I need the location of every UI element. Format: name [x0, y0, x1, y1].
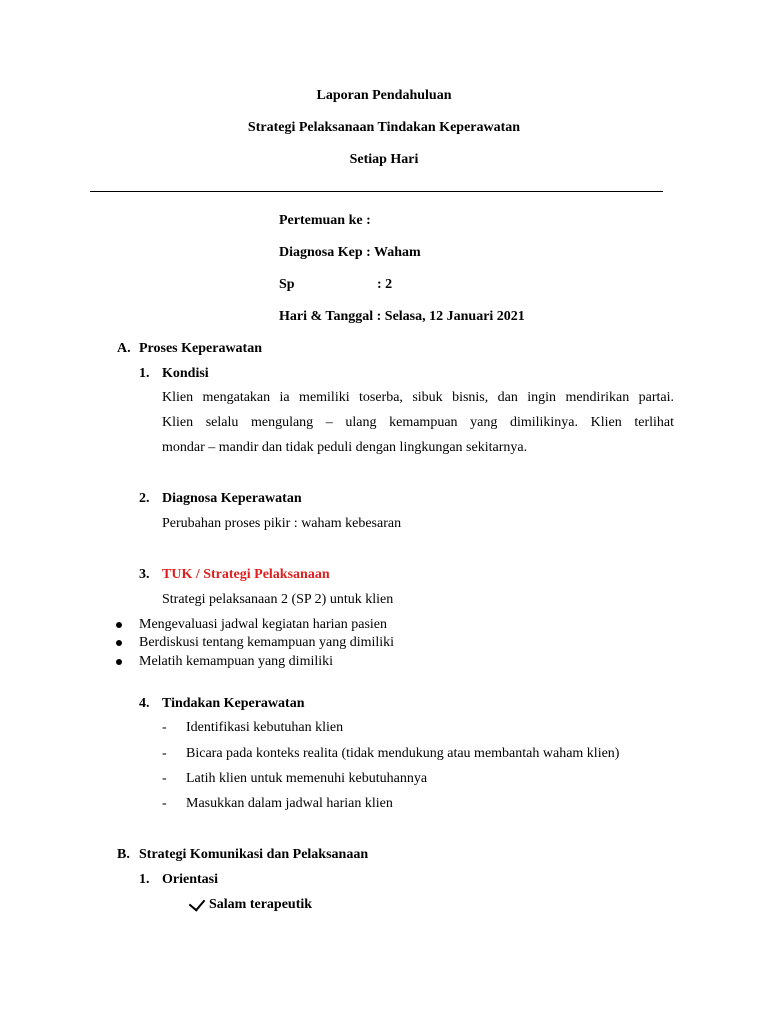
section-b-title: Strategi Komunikasi dan Pelaksanaan	[139, 847, 369, 862]
bullet-dot-icon	[116, 640, 122, 646]
sp-label: Sp	[279, 277, 295, 292]
diagnosis-info: Diagnosa Kep : Waham	[279, 245, 421, 260]
tindakan-title: Tindakan Keperawatan	[162, 696, 305, 711]
diagnosa-number: 2.	[139, 491, 150, 506]
bullet-dot-icon	[116, 659, 122, 665]
tuk-text: Strategi pelaksanaan 2 (SP 2) untuk klien	[162, 592, 394, 607]
list-item: Bicara pada konteks realita (tidak mendukung atau membantah waham klien)	[186, 746, 620, 761]
doc-title: Laporan Pendahuluan	[316, 88, 452, 103]
doc-subtitle-2: Setiap Hari	[349, 152, 419, 167]
dash-marker: -	[162, 720, 167, 735]
list-item: Melatih kemampuan yang dimiliki	[139, 654, 334, 669]
list-item: Latih klien untuk memenuhi kebutuhannya	[186, 771, 428, 786]
section-a-title: Proses Keperawatan	[139, 341, 262, 356]
diagnosa-text: Perubahan proses pikir : waham kebesaran	[162, 516, 402, 531]
list-item: Masukkan dalam jadwal harian klien	[186, 796, 393, 811]
section-a-letter: A.	[117, 341, 131, 356]
tuk-title: TUK / Strategi Pelaksanaan	[162, 567, 330, 582]
dash-marker: -	[162, 771, 167, 786]
list-item: Mengevaluasi jadwal kegiatan harian pasien	[139, 617, 388, 632]
orientasi-number: 1.	[139, 872, 150, 887]
kondisi-line-2: Klien selalu mengulang – ulang kemampuan yang dimilikinya. Klien terlihat	[162, 415, 674, 430]
bullet-dot-icon	[116, 622, 122, 628]
header-divider	[90, 191, 663, 192]
list-item: Berdiskusi tentang kemampuan yang dimiliki	[139, 635, 395, 650]
dash-marker: -	[162, 746, 167, 761]
orientasi-title: Orientasi	[162, 872, 218, 887]
doc-subtitle: Strategi Pelaksanaan Tindakan Keperawatan	[247, 120, 521, 135]
kondisi-line-3: mondar – mandir dan tidak peduli dengan lingkungan sekitarnya.	[162, 440, 528, 455]
tindakan-number: 4.	[139, 696, 150, 711]
check-item: Salam terapeutik	[209, 897, 313, 912]
dash-marker: -	[162, 796, 167, 811]
meeting-number: Pertemuan ke :	[279, 213, 371, 228]
date-info: Hari & Tanggal : Selasa, 12 Januari 2021	[279, 309, 525, 324]
sp-value: : 2	[377, 277, 393, 292]
diagnosa-title: Diagnosa Keperawatan	[162, 491, 302, 506]
list-item: Identifikasi kebutuhan klien	[186, 720, 344, 735]
kondisi-line-1: Klien mengatakan ia memiliki toserba, sibuk bisnis, dan ingin mendirikan partai.	[162, 390, 674, 405]
kondisi-title: Kondisi	[162, 366, 209, 381]
section-b-letter: B.	[117, 847, 130, 862]
checkmark-icon	[189, 894, 206, 911]
kondisi-number: 1.	[139, 366, 150, 381]
tuk-number: 3.	[139, 567, 150, 582]
